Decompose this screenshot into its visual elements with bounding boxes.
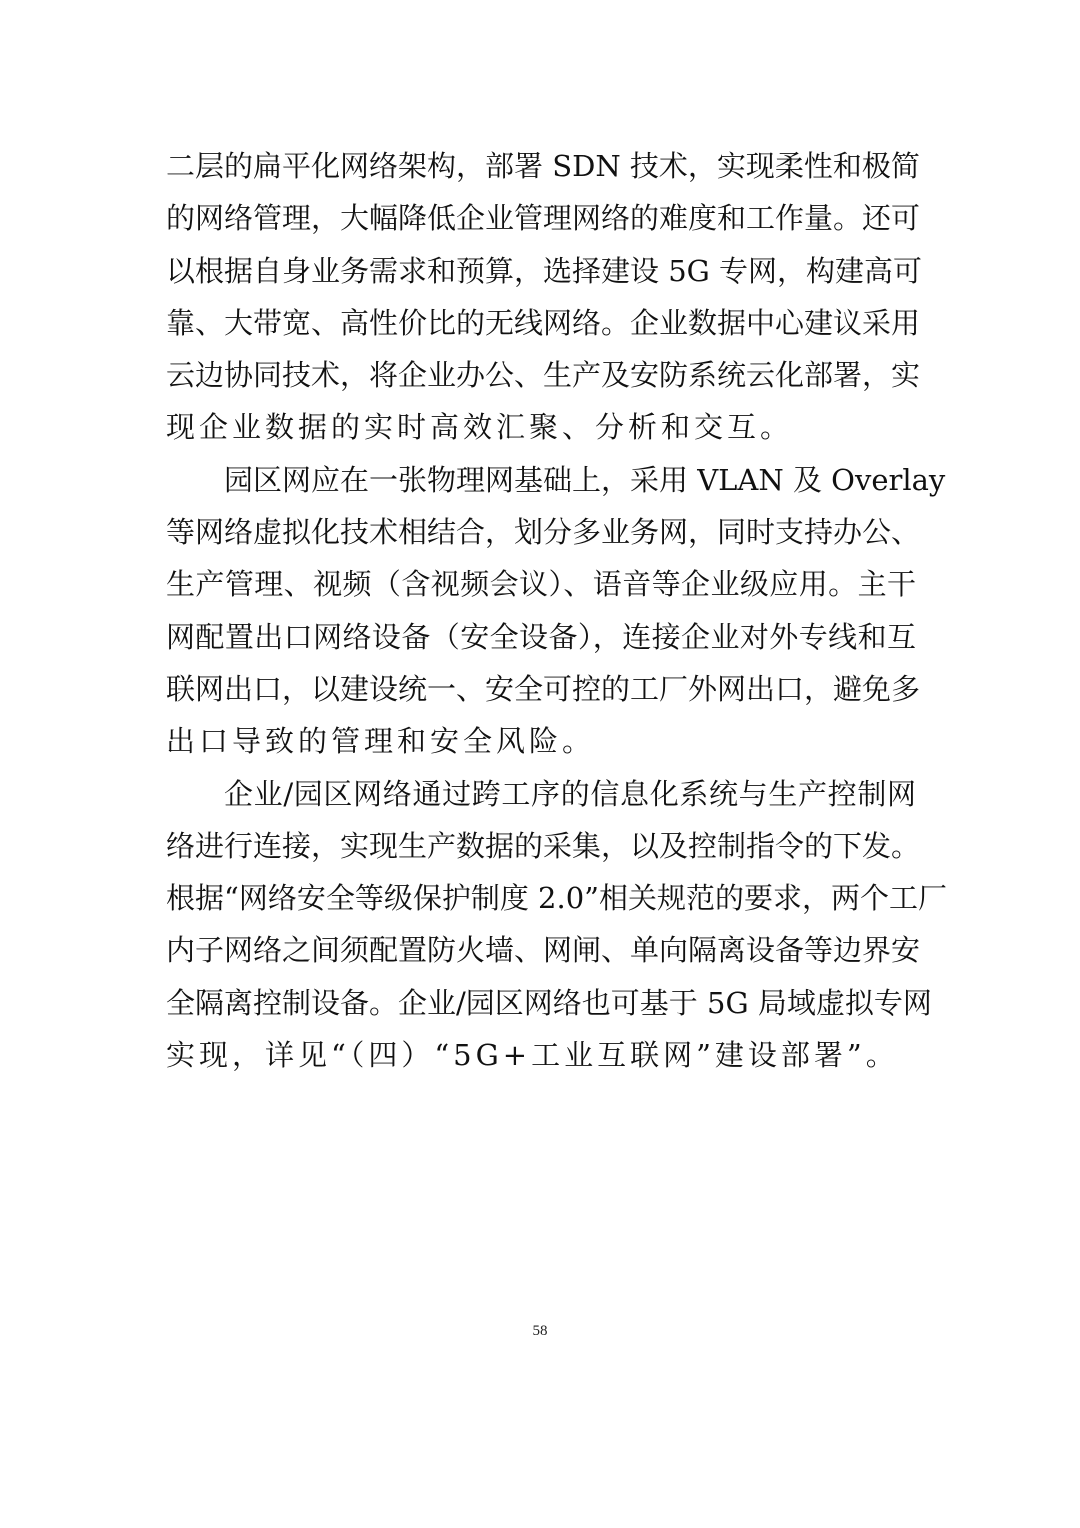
- paragraph-3-line-5: 全隔离控制设备。企业/园区网络也可基于 5G 局域虚拟专网: [166, 985, 932, 1020]
- paragraph-2-line-3: 生产管理、视频（含视频会议）、语音等企业级应用。主干: [166, 567, 916, 602]
- paragraph-3-line-1: 企业/园区网络通过跨工序的信息化系统与生产控制网: [224, 776, 916, 811]
- paragraph-1-line-5: 云边协同技术，将企业办公、生产及安防系统云化部署，实: [166, 358, 921, 393]
- paragraph-1-line-2: 的网络管理，大幅降低企业管理网络的难度和工作量。还可: [166, 201, 921, 236]
- paragraph-3-line-3: 根据“网络安全等级保护制度 2.0”相关规范的要求，两个工厂: [166, 881, 947, 916]
- paragraph-2-line-6: 出口导致的管理和安全风险。: [166, 724, 596, 759]
- paragraph-1-line-4: 靠、大带宽、高性价比的无线网络。企业数据中心建议采用: [166, 305, 921, 340]
- paragraph-3-line-2: 络进行连接，实现生产数据的采集，以及控制指令的下发。: [166, 828, 921, 863]
- body-text: [166, 140, 947, 1081]
- paragraph-3-line-6: 实现，详见“（四）“5G+工业互联网”建设部署”。: [166, 1038, 899, 1073]
- paragraph-2-line-2: 等网络虚拟化技术相结合，划分多业务网，同时支持办公、: [166, 515, 921, 550]
- paragraph-3-line-4: 内子网络之间须配置防火墙、网闸、单向隔离设备等边界安: [166, 933, 921, 968]
- paragraph-2-line-5: 联网出口，以建设统一、安全可控的工厂外网出口，避免多: [166, 671, 921, 706]
- paragraph-1-line-1: 二层的扁平化网络架构，部署 SDN 技术，实现柔性和极简: [166, 149, 920, 183]
- paragraph-2-line-4: 网配置出口网络设备（安全设备），连接企业对外专线和互: [166, 619, 916, 654]
- paragraph-1-line-3: 以根据自身业务需求和预算，选择建设 5G 专网，构建高可: [166, 253, 923, 288]
- paragraph-2-line-1: 园区网应在一张物理网基础上，采用 VLAN 及 Overlay: [224, 462, 946, 497]
- page-number: 58: [532, 1323, 548, 1339]
- paragraph-1-line-6: 现企业数据的实时高效汇聚、分析和交互。: [166, 410, 794, 445]
